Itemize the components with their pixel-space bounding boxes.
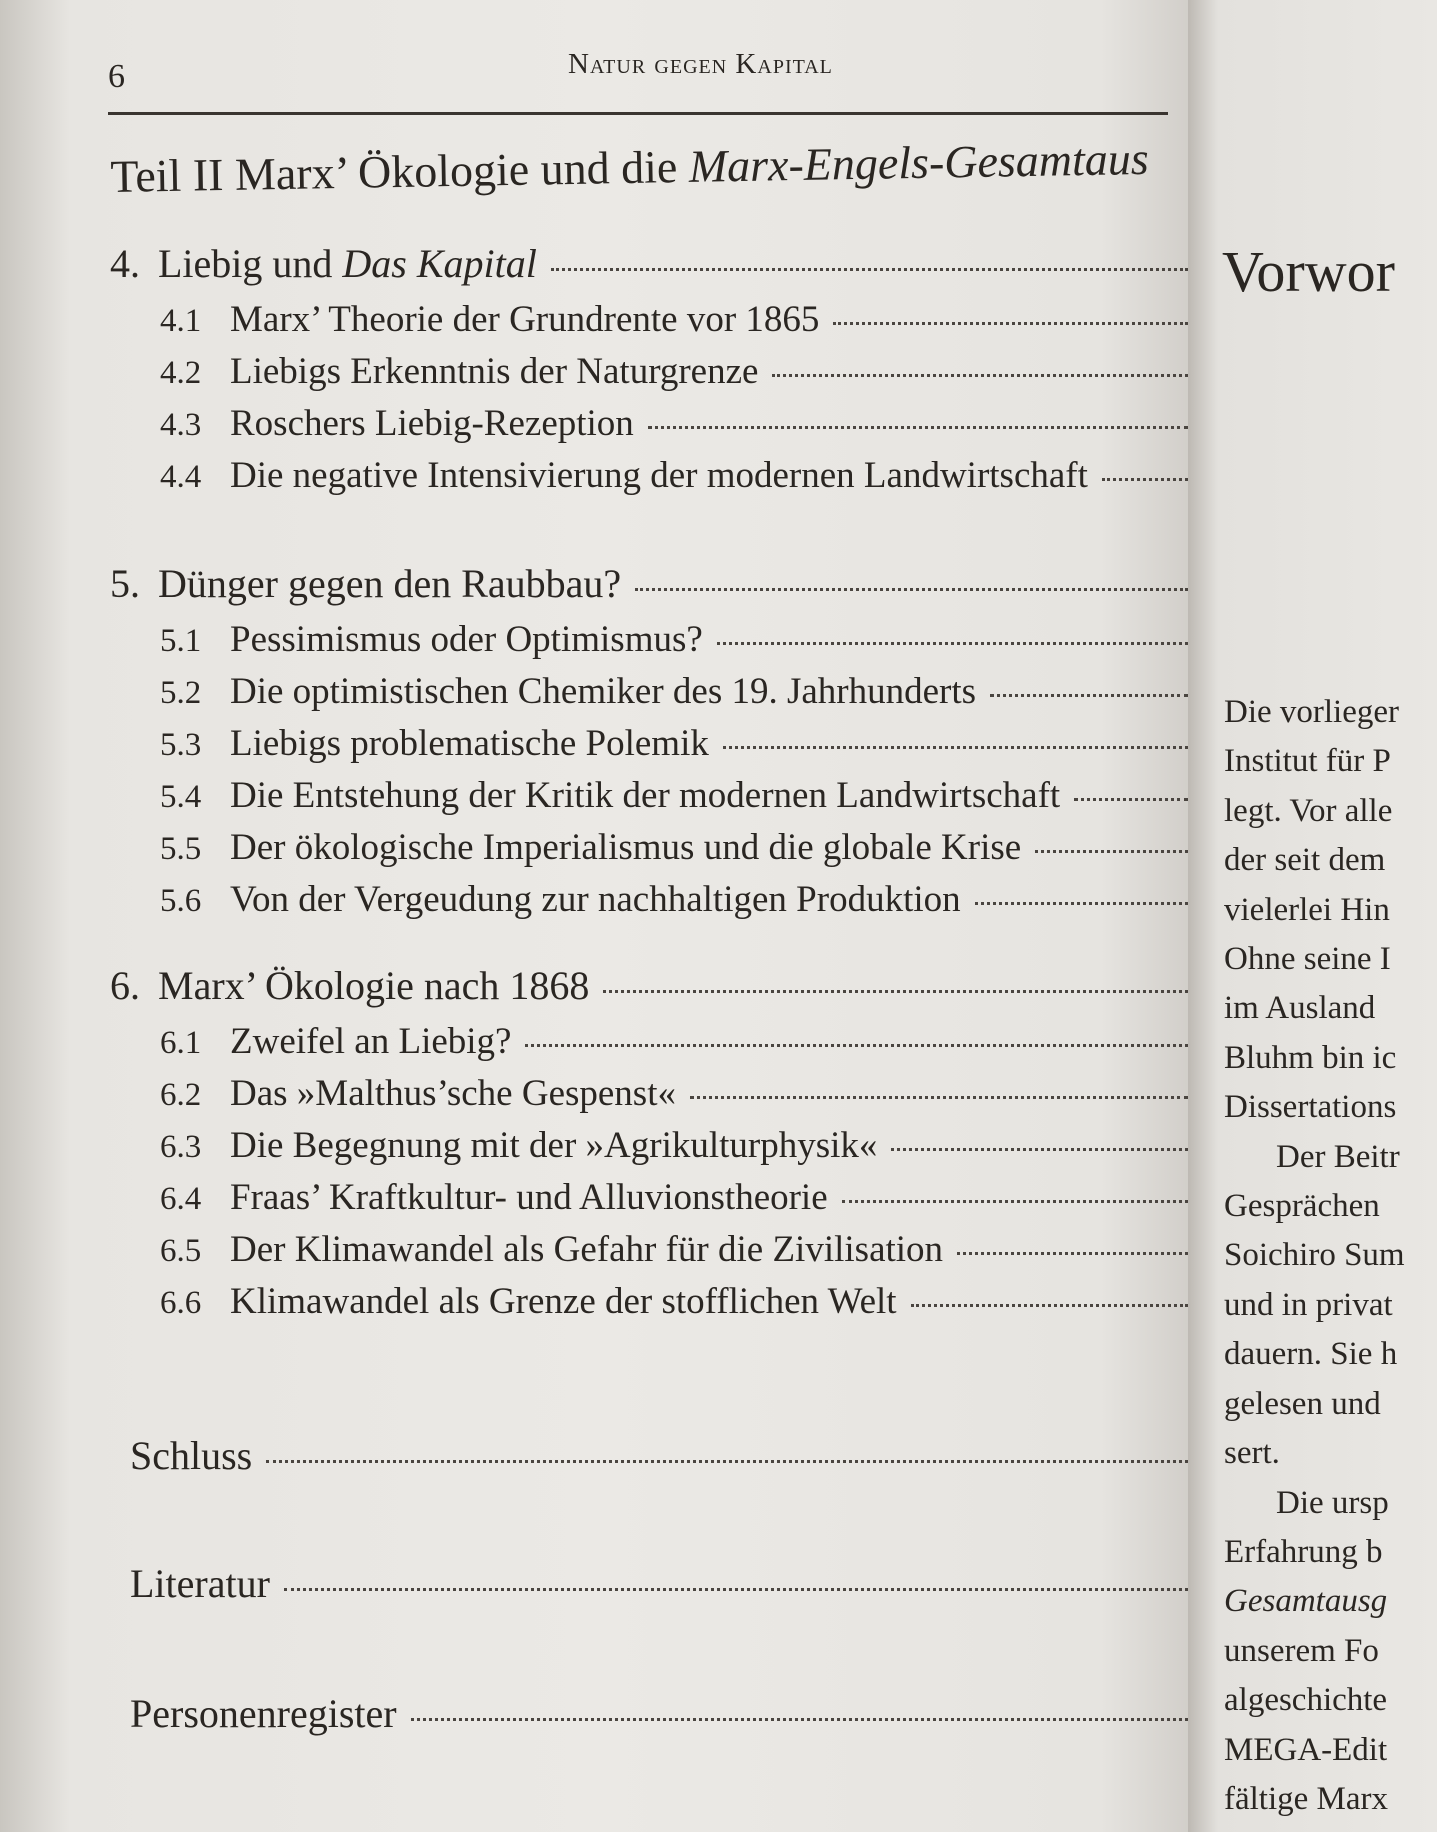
entry-number: 5.6 <box>160 883 202 919</box>
entry-number: 5.3 <box>160 727 202 763</box>
toc-chapter-4 <box>110 240 1188 287</box>
right-page-line: vielerlei Hin <box>1224 891 1390 928</box>
entry-title: Pessimismus oder Optimismus? <box>230 619 703 660</box>
entry-number: 6.1 <box>160 1025 202 1061</box>
entry-number: 6.2 <box>160 1077 202 1113</box>
right-page-line: legt. Vor alle <box>1224 792 1393 829</box>
running-head <box>108 40 1188 100</box>
leader-dots <box>411 1717 1188 1721</box>
right-page-heading: Vorwor <box>1222 239 1395 304</box>
right-page-line: Gesprächen <box>1224 1188 1380 1225</box>
entry-number: 6.5 <box>160 1233 202 1269</box>
entry-number: 6.3 <box>160 1129 202 1165</box>
leader-dots <box>723 745 1188 749</box>
entry-title: Die optimistischen Chemiker des 19. Jahrhunderts <box>230 671 977 712</box>
leader-dots <box>957 1251 1188 1255</box>
entry-title: Marx’ Ökologie nach 1868 <box>158 963 590 1008</box>
running-title: Natur gegen Kapital <box>568 48 833 80</box>
leader-dots <box>717 641 1188 645</box>
leader-dots <box>990 693 1188 697</box>
entry-number: 5.5 <box>160 831 202 867</box>
toc-section-6-6 <box>160 1280 1188 1323</box>
right-page-line: Ohne seine I <box>1224 941 1391 978</box>
entry-number: 5.1 <box>160 623 202 659</box>
entry-title: Das »Malthus’sche Gespenst« <box>230 1073 676 1114</box>
leader-dots <box>266 1459 1188 1463</box>
entry-number: 4.1 <box>160 303 202 339</box>
toc-section-5-5 <box>160 826 1188 869</box>
toc-section-4-2 <box>160 350 1188 393</box>
entry-title: Von der Vergeudung zur nachhaltigen Produktion <box>230 879 961 920</box>
header-rule <box>108 112 1168 115</box>
entry-title: Klimawandel als Grenze der stofflichen Welt <box>230 1281 897 1322</box>
right-page-line: Soichiro Sum <box>1224 1237 1405 1274</box>
entry-title: Die negative Intensivierung der modernen Landwirtschaft <box>230 455 1088 496</box>
right-page-line: Erfahrung b <box>1224 1533 1383 1570</box>
part-heading-prefix: Teil II Marx’ Ökologie und die <box>110 140 690 202</box>
toc-section-4-3 <box>160 402 1188 445</box>
entry-title: Roschers Liebig-Rezeption <box>230 403 634 444</box>
entry-title: Die Begegnung mit der »Agrikulturphysik« <box>230 1125 878 1166</box>
toc-section-5-1 <box>160 618 1188 661</box>
right-page-line: im Ausland <box>1224 990 1376 1027</box>
leader-dots <box>911 1303 1188 1307</box>
entry-title: Der Klimawandel als Gefahr für die Zivilisation <box>230 1229 944 1270</box>
entry-title: Der ökologische Imperialismus und die globale Krise <box>230 827 1022 868</box>
right-page-italic: Gesamtausg <box>1224 1583 1388 1620</box>
toc-section-4-1 <box>160 298 1188 341</box>
right-page-line <box>1224 1577 1437 1626</box>
leader-dots <box>1102 477 1188 481</box>
entry-title-italic: Das Kapital <box>342 241 537 286</box>
leader-dots <box>891 1147 1188 1151</box>
toc-back-personenregister <box>130 1690 1188 1737</box>
toc-section-6-3 <box>160 1124 1188 1167</box>
toc-section-6-4 <box>160 1176 1188 1219</box>
entry-title: Die Entstehung der Kritik der modernen Landwirtschaft <box>230 775 1061 816</box>
entry-title: Marx’ Theorie der Grundrente vor 1865 <box>230 299 820 340</box>
right-page-line: und in privat <box>1224 1286 1393 1323</box>
entry-title: Fraas’ Kraftkultur- und Alluvionstheorie <box>230 1177 828 1218</box>
entry-number: 4.2 <box>160 355 202 391</box>
leader-dots <box>1074 797 1188 801</box>
right-page-line: der seit dem <box>1224 842 1386 879</box>
right-page-line: fältige Marx <box>1224 1780 1389 1817</box>
toc-back-schluss <box>130 1432 1188 1479</box>
leader-dots <box>975 901 1188 905</box>
right-page-line: dauern. Sie h <box>1224 1336 1398 1373</box>
entry-title: Personenregister <box>130 1691 397 1736</box>
entry-title: Liebigs Erkenntnis der Naturgrenze <box>230 351 759 392</box>
toc-back-literatur <box>130 1560 1188 1607</box>
entry-title: Schluss <box>130 1433 253 1478</box>
leader-dots <box>842 1199 1188 1203</box>
toc-chapter-6 <box>110 962 1188 1009</box>
right-page-line: sert. <box>1224 1435 1280 1472</box>
right-page-line: unserem Fo <box>1224 1632 1379 1669</box>
leader-dots <box>635 587 1188 591</box>
right-page-line: Dissertations <box>1224 1089 1397 1126</box>
right-page-line: Die vorlieger <box>1224 694 1400 730</box>
leader-dots <box>690 1095 1188 1099</box>
toc-section-4-4 <box>160 454 1188 497</box>
leader-dots <box>551 267 1188 271</box>
entry-number: 6.6 <box>160 1285 202 1321</box>
toc-chapter-5 <box>110 560 1188 607</box>
toc-section-6-1 <box>160 1020 1188 1063</box>
toc-section-5-6 <box>160 878 1188 921</box>
toc-section-5-3 <box>160 722 1188 765</box>
leader-dots <box>648 425 1188 429</box>
toc-section-6-2 <box>160 1072 1188 1115</box>
leader-dots <box>284 1587 1188 1591</box>
entry-number: 5.2 <box>160 675 202 711</box>
right-page-line: MEGA-Edit <box>1224 1731 1388 1768</box>
right-page-line: Bluhm bin ic <box>1224 1039 1397 1076</box>
entry-number: 4.3 <box>160 407 202 443</box>
toc-section-5-2 <box>160 670 1188 713</box>
entry-number: 5. <box>110 561 140 606</box>
entry-title: Zweifel an Liebig? <box>230 1021 512 1062</box>
entry-title: Dünger gegen den Raubbau? <box>158 561 622 606</box>
entry-title: Liebig und Das Kapital <box>158 241 537 286</box>
leader-dots <box>1035 849 1188 853</box>
right-page-line: gelesen und <box>1224 1385 1381 1422</box>
leader-dots <box>603 989 1188 993</box>
leader-dots <box>525 1043 1188 1047</box>
entry-number: 4. <box>110 241 140 286</box>
page-number: 6 <box>108 58 125 95</box>
right-page-line: Der Beitr <box>1276 1138 1400 1175</box>
right-page-body <box>1224 688 1437 1824</box>
entry-title: Liebigs problematische Polemik <box>230 723 709 764</box>
leader-dots <box>833 321 1188 325</box>
leader-dots <box>772 373 1188 377</box>
entry-number: 6. <box>110 963 140 1008</box>
entry-number: 5.4 <box>160 779 202 815</box>
right-page-line: algeschichte <box>1224 1682 1388 1719</box>
entry-number: 4.4 <box>160 459 202 495</box>
toc-section-6-5 <box>160 1228 1188 1271</box>
entry-title: Literatur <box>130 1561 270 1606</box>
right-page-line: Die ursp <box>1276 1484 1389 1521</box>
entry-number: 6.4 <box>160 1181 202 1217</box>
part-heading-italic: Marx-Engels-Gesamtaus <box>688 132 1150 192</box>
right-page-line: Institut für P <box>1224 743 1391 780</box>
toc-section-5-4 <box>160 774 1188 817</box>
